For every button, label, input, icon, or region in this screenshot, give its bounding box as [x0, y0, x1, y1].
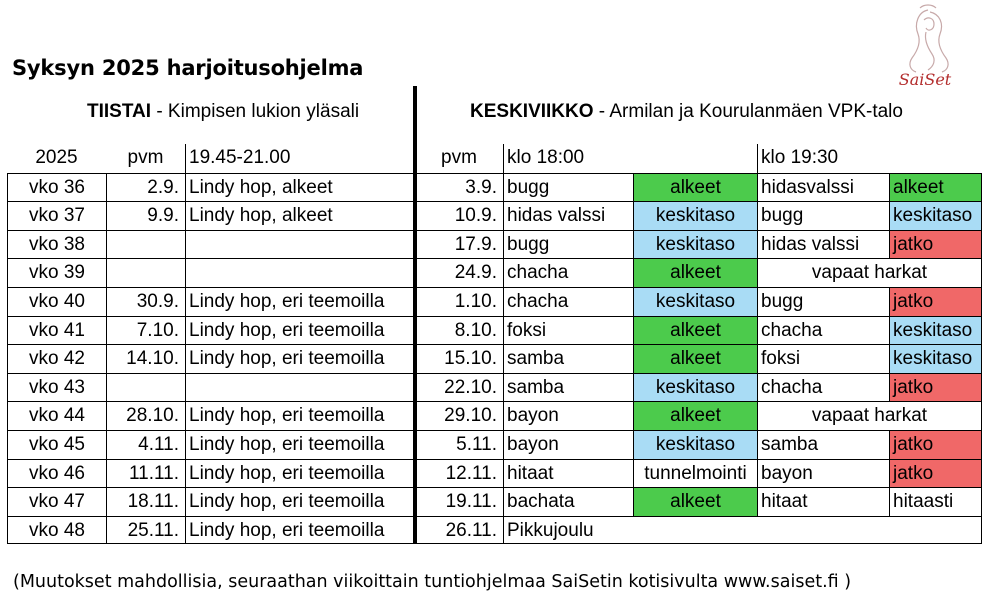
dance-1-cell: chacha	[503, 258, 633, 287]
week-cell: vko 47	[7, 487, 106, 516]
day-divider	[413, 86, 417, 544]
dance-1-cell: bugg	[503, 173, 633, 202]
tue-class-cell: Lindy hop, eri teemoilla	[185, 516, 415, 545]
dance-2-cell: foksi	[757, 344, 889, 373]
dance-1-cell: bugg	[503, 230, 633, 259]
tue-date-cell: 18.11.	[106, 487, 185, 516]
wednesday-place: - Armilan ja Kourulanmäen VPK-talo	[593, 101, 903, 122]
dance-1-cell: samba	[503, 373, 633, 402]
wed-date-cell: 3.9.	[415, 173, 503, 202]
level-1-cell: alkeet	[633, 173, 757, 202]
level-1-cell: alkeet	[633, 401, 757, 430]
tue-class-cell: Lindy hop, eri teemoilla	[185, 287, 415, 316]
week-cell: vko 44	[7, 401, 106, 430]
level-2-cell: hitaasti	[889, 487, 982, 516]
schedule-table	[7, 144, 982, 544]
tue-date-cell	[106, 230, 185, 259]
tue-class-cell: Lindy hop, eri teemoilla	[185, 401, 415, 430]
dance-1-cell: chacha	[503, 287, 633, 316]
level-1-cell: keskitaso	[633, 287, 757, 316]
dance-1-cell: bayon	[503, 401, 633, 430]
tue-date-cell: 2.9.	[106, 173, 185, 202]
tue-date-cell: 30.9.	[106, 287, 185, 316]
week-cell: vko 39	[7, 258, 106, 287]
page-title: Syksyn 2025 harjoitusohjelma	[12, 56, 364, 80]
week-cell: vko 36	[7, 173, 106, 202]
dance-1-cell: hitaat	[503, 459, 633, 488]
tue-class-cell	[185, 373, 415, 402]
tue-class-cell	[185, 230, 415, 259]
wednesday-day: KESKIVIIKKO	[470, 101, 594, 122]
dance-2-cell: hidas valssi	[757, 230, 889, 259]
footnote: (Muutokset mahdollisia, seuraathan viikoittain tuntiohjelmaa SaiSetin kotisivulta www.saiset.fi )	[13, 572, 852, 592]
week-cell: vko 48	[7, 516, 106, 545]
tue-date-cell	[106, 373, 185, 402]
wed-date-cell: 12.11.	[415, 459, 503, 488]
week-cell: vko 46	[7, 459, 106, 488]
dance-2-cell: bugg	[757, 287, 889, 316]
level-1-cell: keskitaso	[633, 230, 757, 259]
wed-date-cell: 8.10.	[415, 316, 503, 345]
level-2-cell: jatko	[889, 373, 982, 402]
week-cell: vko 40	[7, 287, 106, 316]
wed-date-cell: 17.9.	[415, 230, 503, 259]
dance-2-cell: samba	[757, 430, 889, 459]
tuesday-heading	[87, 101, 359, 123]
level-1-cell: tunnelmointi	[633, 459, 757, 488]
dance-2-cell: hidasvalssi	[757, 173, 889, 202]
wed-date-cell: 1.10.	[415, 287, 503, 316]
tue-date-cell: 11.11.	[106, 459, 185, 488]
level-1-cell: alkeet	[633, 258, 757, 287]
wed-date-cell: 15.10.	[415, 344, 503, 373]
tuesday-place: - Kimpisen lukion yläsali	[151, 101, 360, 122]
tue-date-cell: 7.10.	[106, 316, 185, 345]
tue-class-cell: Lindy hop, eri teemoilla	[185, 316, 415, 345]
level-2-cell: jatko	[889, 287, 982, 316]
week-cell: vko 37	[7, 201, 106, 230]
header-wed-blank2	[889, 144, 982, 173]
level-2-cell: keskitaso	[889, 316, 982, 345]
level-2-cell: alkeet	[889, 173, 982, 202]
free-practice-cell: vapaat harkat	[757, 258, 982, 287]
level-1-cell: alkeet	[633, 316, 757, 345]
wed-date-cell: 24.9.	[415, 258, 503, 287]
week-cell: vko 42	[7, 344, 106, 373]
level-1-cell: keskitaso	[633, 430, 757, 459]
dance-2-cell: bugg	[757, 201, 889, 230]
wed-date-cell: 19.11.	[415, 487, 503, 516]
dance-1-cell: bayon	[503, 430, 633, 459]
wed-special-cell: Pikkujoulu	[503, 516, 982, 545]
header-wed-time1: klo 18:00	[503, 144, 633, 173]
wed-date-cell: 10.9.	[415, 201, 503, 230]
free-practice-cell: vapaat harkat	[757, 401, 982, 430]
header-tue-date: pvm	[127, 147, 164, 168]
level-1-cell: keskitaso	[633, 201, 757, 230]
week-cell: vko 38	[7, 230, 106, 259]
dance-2-cell: hitaat	[757, 487, 889, 516]
dance-2-cell: chacha	[757, 373, 889, 402]
wednesday-heading	[470, 101, 903, 123]
level-1-cell: alkeet	[633, 344, 757, 373]
level-2-cell: keskitaso	[889, 201, 982, 230]
tue-date-cell	[106, 258, 185, 287]
logo-text: SaiSet	[898, 70, 952, 89]
wed-date-cell: 26.11.	[415, 516, 503, 545]
tue-class-cell: Lindy hop, eri teemoilla	[185, 459, 415, 488]
dance-1-cell: bachata	[503, 487, 633, 516]
level-1-cell: keskitaso	[633, 373, 757, 402]
header-wed-time2: klo 19:30	[757, 144, 889, 173]
tue-date-cell: 9.9.	[106, 201, 185, 230]
tue-class-cell: Lindy hop, eri teemoilla	[185, 487, 415, 516]
tue-date-cell: 14.10.	[106, 344, 185, 373]
tue-class-cell	[185, 258, 415, 287]
tue-class-cell: Lindy hop, eri teemoilla	[185, 344, 415, 373]
dance-1-cell: hidas valssi	[503, 201, 633, 230]
level-2-cell: jatko	[889, 230, 982, 259]
level-2-cell: jatko	[889, 430, 982, 459]
dance-2-cell: bayon	[757, 459, 889, 488]
header-wed-date: pvm	[441, 147, 477, 168]
tue-class-cell: Lindy hop, alkeet	[185, 201, 415, 230]
tue-date-cell: 28.10.	[106, 401, 185, 430]
week-cell: vko 41	[7, 316, 106, 345]
level-1-cell: alkeet	[633, 487, 757, 516]
tuesday-day: TIISTAI	[87, 101, 152, 122]
dance-1-cell: samba	[503, 344, 633, 373]
tue-class-cell: Lindy hop, eri teemoilla	[185, 430, 415, 459]
tue-class-cell: Lindy hop, alkeet	[185, 173, 415, 202]
tue-date-cell: 4.11.	[106, 430, 185, 459]
header-wed-blank	[633, 144, 757, 173]
dance-1-cell: foksi	[503, 316, 633, 345]
wed-date-cell: 22.10.	[415, 373, 503, 402]
week-cell: vko 43	[7, 373, 106, 402]
level-2-cell: jatko	[889, 459, 982, 488]
week-cell: vko 45	[7, 430, 106, 459]
level-2-cell: keskitaso	[889, 344, 982, 373]
header-year: 2025	[35, 147, 78, 168]
wed-date-cell: 5.11.	[415, 430, 503, 459]
wed-date-cell: 29.10.	[415, 401, 503, 430]
tue-date-cell: 25.11.	[106, 516, 185, 545]
header-tue-time: 19.45-21.00	[185, 144, 415, 173]
dance-2-cell: chacha	[757, 316, 889, 345]
